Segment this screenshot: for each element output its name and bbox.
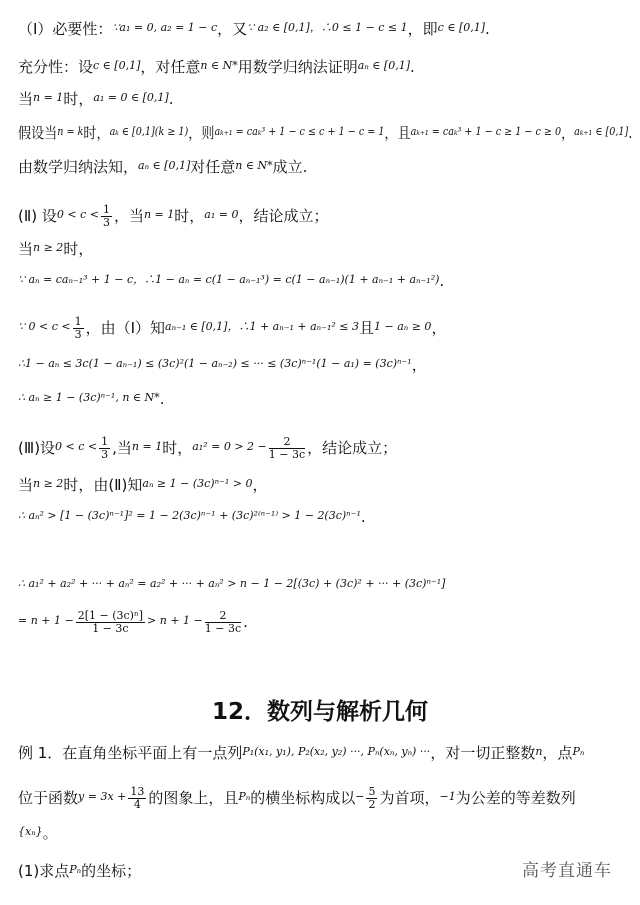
formula: aₙ₋₁ ∈ [0,1] [165, 320, 228, 333]
denominator: 1 − 3c [268, 448, 306, 461]
text: . [360, 508, 366, 526]
text: 当 [18, 476, 34, 494]
formula: n ≥ 2 [33, 241, 64, 254]
text: . [243, 613, 248, 631]
formula: ∴ aₙ² > [1 − (3c)ⁿ⁻¹]² = 1 − 2(3c)ⁿ⁻¹ + (3c)²⁽ⁿ⁻¹⁾ > 1 − 2(3c)ⁿ⁻¹ [18, 509, 361, 522]
formula: aₖ₊₁ ∈ [0,1] [574, 125, 629, 138]
numerator: 2 [269, 436, 305, 449]
part2-line-1 [18, 204, 328, 229]
example-line-1 [18, 742, 584, 763]
text: ，又 [217, 20, 248, 38]
formula: aₖ₊₁ = caₖ³ + 1 − c ≤ c + 1 − c = 1 [214, 125, 385, 138]
text: 的坐标； [81, 862, 142, 880]
text: 时， [174, 207, 205, 225]
text: ，对任意 [140, 58, 201, 76]
text: 的图象上，且 [148, 789, 239, 807]
text: 由数学归纳法知， [18, 158, 139, 176]
formula: ，∴1 + aₙ₋₁ + aₙ₋₁² ≤ 3 [227, 320, 359, 333]
part1-base-case-line [18, 88, 174, 109]
formula: n ∈ N* [200, 59, 238, 72]
part3-line-3 [18, 506, 366, 527]
watermark: 高考直通车 [522, 861, 612, 881]
example-line-3 [18, 822, 58, 843]
fraction [99, 436, 110, 461]
text: 为首项， [379, 789, 440, 807]
formula: {xₙ} [18, 825, 43, 838]
text: 用数学归纳法证明 [237, 58, 358, 76]
denominator: 3 [74, 328, 82, 341]
formula: n = 1 [143, 208, 175, 221]
formula: n ≥ 2 [33, 477, 64, 490]
formula: a₁ = 0 ∈ [0,1] [93, 91, 169, 104]
example-question-1 [18, 860, 141, 881]
text: (Ⅱ) 设 [18, 207, 57, 225]
numerator: 5 [368, 785, 376, 798]
part2-line-6 [18, 388, 164, 409]
part2-line-3 [18, 270, 444, 291]
section-title: 12．数列与解析几何 [211, 699, 428, 725]
formula: −1 [439, 790, 456, 803]
formula: y = 3x + [78, 790, 127, 803]
text: 的横坐标构成以 [250, 789, 356, 807]
formula: c ∈ [0,1] [437, 21, 486, 34]
formula: ，∴1 − aₙ = c(1 − aₙ₋₁³) = c(1 − aₙ₋₁)(1 + aₙ₋₁ + aₙ₋₁²) [133, 273, 440, 286]
text: ，即 [407, 20, 438, 38]
part1-conclusion-line [18, 156, 307, 177]
formula: − [355, 790, 365, 803]
fraction [205, 610, 241, 635]
formula: Pₙ [238, 790, 251, 803]
fraction [73, 316, 84, 341]
formula: aₙ ∈ [0,1] [138, 159, 191, 172]
example-line-2 [18, 786, 576, 811]
numerator: 1 [74, 315, 82, 328]
formula: ∴ aₙ ≥ 1 − (3c)ⁿ⁻¹, n ∈ N* [18, 391, 160, 404]
formula: c ∈ [0,1] [93, 59, 141, 72]
formula: ，∴0 ≤ 1 − c ≤ 1 [309, 21, 408, 34]
denominator: 1 − 3c [92, 622, 129, 635]
text: 充分性：设 [18, 58, 94, 76]
text: 时，由(Ⅱ)知 [63, 476, 143, 494]
numerator: 2 [205, 610, 241, 623]
text: (1)求点 [18, 862, 70, 880]
formula: > n + 1 − [147, 614, 203, 627]
part3-line-1 [18, 436, 397, 461]
fraction [128, 786, 146, 811]
text: ，点 [542, 744, 573, 762]
formula: ∵a₁ = 0, a₂ = 1 − c [112, 21, 218, 34]
text: 时， [83, 124, 110, 142]
formula: ∴ a₁² + a₂² + ··· + aₙ² = a₂² + ··· + aₙ² > n − 1 − 2[(3c) + (3c)² + ··· + (3c)ⁿ⁻¹] [18, 577, 446, 590]
formula: ∵ a₂ ∈ [0,1] [247, 21, 310, 34]
part2-line-5 [18, 354, 427, 375]
text: 为公差的等差数列 [455, 789, 576, 807]
part2-line-4 [18, 316, 446, 341]
formula: n ∈ N* [235, 159, 273, 172]
text: 位于函数 [18, 789, 79, 807]
formula: aₙ ∈ [0,1] [357, 59, 411, 72]
denominator: 3 [102, 216, 110, 229]
formula: ∵ aₙ = caₙ₋₁³ + 1 − c [18, 273, 134, 286]
formula: 0 < c < [55, 440, 98, 453]
text: 时， [63, 90, 94, 108]
text: ，对一切正整数 [430, 744, 536, 762]
numerator: 13 [130, 785, 145, 798]
formula: P₁(x₁, y₁), P₂(x₂, y₂) ···, Pₙ(xₙ, yₙ) ··· [242, 745, 431, 758]
text: (Ⅲ)设 [18, 439, 56, 457]
text: 时， [63, 240, 94, 258]
text: 且 [358, 319, 374, 337]
text: ，结论成立； [307, 439, 398, 457]
formula: = n + 1 − [18, 614, 74, 627]
part3-line-5 [18, 610, 248, 635]
part1-induction-line [18, 122, 632, 143]
text: . [628, 124, 633, 142]
text: ， [431, 319, 447, 337]
text: ， [252, 476, 268, 494]
text: ，且 [384, 124, 411, 142]
text: ，当 [113, 207, 144, 225]
formula: n = 1 [131, 440, 163, 453]
text: 假设当 [18, 124, 58, 142]
formula: ∵ 0 < c < [18, 320, 71, 333]
formula: n [535, 745, 543, 758]
formula: a₁ = 0 [204, 208, 239, 221]
text: ，则 [188, 124, 215, 142]
formula: n = 1 [33, 91, 64, 104]
formula: a₁² = 0 > 2 − [192, 440, 267, 453]
text: ， [561, 124, 575, 142]
numerator: 1 [101, 435, 109, 448]
part3-line-4 [18, 574, 445, 595]
part2-line-2 [18, 238, 93, 259]
text: ,当 [112, 439, 132, 457]
part3-line-2 [18, 474, 267, 495]
text: 对任意 [190, 158, 236, 176]
denominator: 3 [101, 448, 109, 461]
text: 当 [18, 90, 34, 108]
formula: n = k [57, 125, 84, 138]
formula: 0 < c < [56, 208, 99, 221]
denominator: 1 − 3c [204, 622, 242, 635]
fraction [269, 436, 305, 461]
fraction [366, 786, 377, 811]
formula: ∴1 − aₙ ≤ 3c(1 − aₙ₋₁) ≤ (3c)²(1 − aₙ₋₂) ≤ ··· ≤ (3c)ⁿ⁻¹(1 − a₁) = (3c)ⁿ⁻¹ [18, 357, 412, 370]
formula: 1 − aₙ ≥ 0 [374, 320, 432, 333]
text: ，结论成立； [238, 207, 329, 225]
formula: aₖ ∈ [0,1](k ≥ 1) [109, 125, 189, 138]
text: 时， [162, 439, 193, 457]
numerator: 2[1 − (3c)ⁿ] [77, 609, 144, 622]
denominator: 4 [133, 798, 141, 811]
text: 成立. [272, 158, 308, 176]
formula: aₖ₊₁ = caₖ³ + 1 − c ≥ 1 − c ≥ 0 [410, 125, 562, 138]
text: . [485, 20, 490, 38]
text: ， [411, 356, 427, 374]
formula: aₙ ≥ 1 − (3c)ⁿ⁻¹ > 0 [142, 477, 253, 490]
numerator: 1 [102, 203, 110, 216]
text: 例 1．在直角坐标平面上有一点列 [18, 744, 243, 762]
text: 。 [42, 824, 58, 842]
text: （Ⅰ）必要性： [18, 20, 113, 38]
formula: Pₙ [572, 745, 585, 758]
denominator: 2 [368, 798, 376, 811]
text: . [159, 390, 165, 408]
fraction [101, 204, 112, 229]
text: ，由（Ⅰ）知 [85, 319, 166, 337]
part1-necessity-line [18, 18, 490, 39]
text: . [439, 272, 445, 290]
text: 当 [18, 240, 34, 258]
fraction [76, 610, 145, 635]
text: . [168, 90, 174, 108]
formula: Pₙ [69, 863, 82, 876]
part1-sufficiency-line [18, 56, 415, 77]
text: . [410, 58, 415, 76]
